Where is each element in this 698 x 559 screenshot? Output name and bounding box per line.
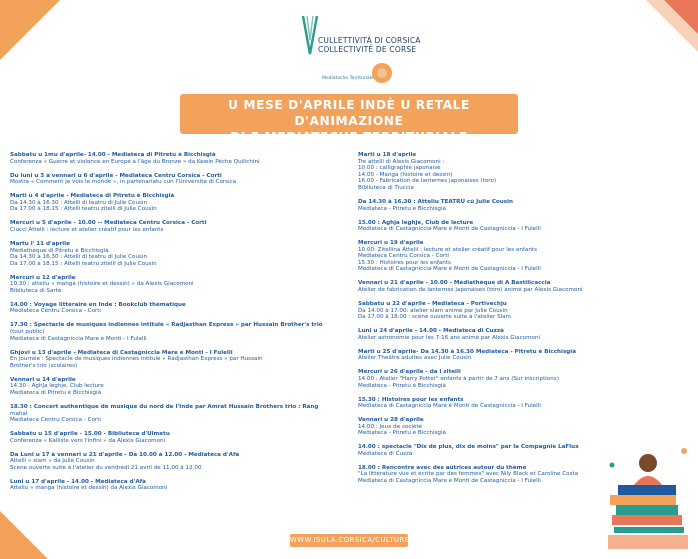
event-line: Mediateca di Castagniccia Mare è Monti de Castagniccia - I Fulelli [358, 266, 541, 273]
event-line: Mediateca Centru Corsica - Corti [358, 253, 449, 260]
corner-decoration-top-right [664, 0, 698, 34]
corner-decoration-top-left [0, 0, 60, 60]
event-line: mahal [10, 410, 28, 417]
event-heading: Mercuri u 5 d'aprile - 10.00 -- Mediateca Centru Corsica - Corti [10, 220, 207, 227]
event-line: Da 14.00 à 17.00: atelier slam animé par Julie Cousin [358, 307, 508, 314]
event-line: 10.00: Zitellina Attelli : lecture et atelier créatif pour les enfants [358, 246, 538, 253]
event-line: Mediateca - Pitretu è Bicchisgià [358, 382, 446, 389]
banner-title [180, 97, 518, 145]
event-line: Conferenza « Guerre et violence en Europe à l'âge du Bronze » da Kewin Pêche Quilichini [10, 158, 260, 165]
event-entry [10, 173, 345, 186]
event-line: Mediateca di Castagniccia Mare è Monti - I Fulelli [10, 335, 147, 342]
logo-line-corse: COLLECTIVITÉ DE CORSE [318, 45, 417, 54]
event-heading: Luni u 24 d'aprile - 14.00 - Mediateca di Cuzzà [358, 328, 504, 335]
event-entry [10, 241, 345, 267]
event-entry [10, 193, 345, 213]
event-heading: Da Luni u 17 à vennari u 21 d'aprile - Da 10.00 à 12.00 - Mediateca d'Afà [10, 451, 240, 458]
event-heading: Vennari u 21 d'aprile - 10.00 - Médiathèque di A Bastilicaccia [358, 280, 551, 287]
event-line: Atteliu « manga (histoire et dessin) da Alexis Giacomoni [10, 485, 168, 492]
logo-subtitle: Mediateche Territuriale [322, 76, 374, 81]
reading-illustration [604, 437, 694, 555]
event-line: 14.00 : Jeux de société [358, 423, 422, 430]
event-line: Mediateca - Pitretu è Bicchisgià [358, 430, 446, 437]
event-heading: Mercuri u 26 d'aprile - da i zitelli [358, 369, 461, 376]
event-heading: Ghjovi u 13 d'aprile - Mediateca di Castagniccia Mare è Monti - I Fulelli [10, 349, 233, 356]
event-line: 14.00 - Manga (histoire et dessin) [358, 171, 453, 178]
event-entry [10, 431, 345, 444]
event-line: Mediateca Centru Corsica - Corti [10, 308, 101, 315]
event-line: Mediateca - Pitretu è Bicchisgià [358, 205, 446, 212]
event-entry [10, 479, 345, 492]
collectivite-logo [300, 14, 440, 84]
event-heading: Luni u 17 d'aprile - 14.00 - Mediateca d'Afà [10, 478, 146, 485]
event-entry [358, 240, 688, 273]
event-entry [10, 220, 345, 233]
event-line: Da 17.00 à 18.00 : scène ouverte suite à l'atelier Slam [358, 314, 511, 321]
event-entry [358, 349, 688, 362]
event-line: Mediateca di Pitretu è Bicchisgià [10, 389, 102, 396]
event-line: 14.30 - Aghja leghje, Club lecture [10, 383, 104, 390]
event-entry [358, 397, 688, 410]
event-heading: Vennari u 14 d'aprile [10, 376, 76, 383]
event-line: Mediateca Centru Corsica - Corti [10, 417, 101, 424]
event-heading: Mercuri u 12 d'aprile [10, 274, 76, 281]
event-heading: Sabbatu u 1mu d'aprile- 14.00 - Mediateca di Pitretu è Bicchisgià [10, 152, 216, 158]
event-line: Conferenza « Kalliste vers l'infini » da Alexis Giacomoni [10, 437, 166, 444]
event-entry [358, 280, 688, 293]
event-line: Attelli « slam » da Julie Cousin [10, 458, 95, 465]
event-line: Bibliuteca di Tiuccia [358, 184, 414, 191]
event-entry [10, 377, 345, 397]
event-line: Da 14.30 à 16.30 : Attelli di teatru di Julie Cousin [10, 254, 148, 261]
event-heading: Marti u 18 d'aprile [358, 152, 417, 158]
event-line: Brother's trio (scolaires) [10, 362, 78, 369]
title-banner [180, 94, 518, 144]
event-heading: 14.00 : Voyage littéraire en Inde : Bookclub thématique [10, 301, 186, 308]
event-entry [358, 220, 688, 233]
event-line: Mediateca di Cuzzà [358, 450, 413, 457]
event-line: 16.00 - Fabrication de lanternes japonaises (toro) [358, 178, 497, 185]
event-heading: Martu l' 11 d'aprile [10, 240, 70, 247]
event-entry [10, 452, 345, 472]
event-line: (tout public) [10, 329, 45, 336]
event-heading: Marti u 4 d'aprile - Mediateca di Pitretu è Bicchisgià [10, 193, 175, 200]
corner-decoration-bottom-left [0, 511, 48, 559]
banner-title-line-2: DI E MEDIATECHE TERRITURIALE [230, 130, 468, 144]
event-heading: 15.00 : Aghja leghje, Club de lecture [358, 219, 474, 226]
event-line: 14.00 : Atelier "Harry Potter" enfants à partir de 7 ans (Sur inscriptions) [358, 375, 559, 382]
v-logo-icon [300, 14, 320, 58]
event-line: Mediateca di Castagniccia Mare è Monti de Castagniccia - I Fulelli [358, 403, 541, 410]
event-entry [358, 328, 688, 341]
event-entry [10, 275, 345, 295]
event-heading: Du luni u 3 à vennari u 6 d'aprile - Mediateca Centru Corsica - Corti [10, 172, 222, 179]
event-line: Scène ouverte suite à l'atelier du vendredi 21 avril de 11.00 à 12.00 [10, 464, 202, 471]
event-heading: 18.00 : Rencontre avec des autrices autour du thème [358, 464, 527, 471]
event-line: Da 17.00 à 18.15 : Attelli teatru zitelli di Julie Cousin [10, 260, 157, 267]
event-heading: 14.00 : spectacle "Dix de plus, dix de moins" par la Compagnie LaFlux [358, 444, 579, 451]
schedule-column-left [10, 152, 345, 499]
event-heading: 15.30 : Histoires pour les enfants [358, 396, 464, 403]
logo-line-corsica: CULLETTIVITÀ DI CORSICA [318, 36, 421, 45]
event-entry [358, 152, 688, 192]
event-line: Atelier Théâtre adultes avec Julie Cousin [358, 355, 472, 362]
event-heading: Marti u 25 d'aprile- Da 14.30 à 16.30 Mediateca - Pitretu è Bicchisgià [358, 348, 576, 355]
event-heading: Sabbatu u 15 d'aprile - 15.00 - Bibliuteca d'Ulmetu [10, 431, 170, 438]
event-line: Mostra « Comment je vois le monde », in partenariatu cun l'Università di Corsica [10, 179, 237, 186]
event-line: Atelier de fabrication de lanternes japonaises (toro) animé par Alexis Giacomoni [358, 287, 583, 294]
event-line: En journée : Spectacle de musiques indiennes intitulé « Radjasthan Express » par Hussain [10, 356, 263, 363]
event-line: Ciucci Attelli : lecture et atelier créatif pour les enfants [10, 226, 164, 233]
event-entry [10, 404, 345, 424]
event-entry [10, 322, 345, 342]
event-heading: Sabbatu u 22 d'aprile - Mediateca - Portivechju [358, 301, 507, 308]
event-entry [10, 302, 345, 315]
event-heading: 17.30 : Spectacle de musiques indiennes intitulé « Radjasthan Express » par Hussain Brother's trio [10, 322, 323, 329]
event-line: Da 17.00 à 18.15 : Attelli teatru zitelli di Julie Cousin [10, 206, 157, 213]
event-heading: 18.30 : Concert authentique de musique du nord de l'Inde par Amrat Hussain Brothers trio : Rang [10, 403, 319, 410]
event-line: Atelier astronomie pour les 7-16 ans animé par Alexis Giacomoni [358, 334, 541, 341]
event-entry [358, 369, 688, 389]
event-line: 15.30 : Histoires pour les enfants [358, 259, 451, 266]
event-entry [358, 301, 688, 321]
event-line: 10.00 : calligraphie japonaise [358, 165, 441, 172]
event-heading: Da 14.30 à 16.30 : Atteliu TEATRU cù Julie Cousin [358, 198, 513, 205]
event-line: Tre attelli di Alexis Giacomoni : [358, 158, 445, 165]
event-line: 10.30 : atteliu « manga (histoire et dessin) » da Alexis Giacomoni [10, 281, 194, 288]
website-link[interactable]: WWW.ISULA.CORSICA/CULTURE/ [290, 534, 408, 547]
event-line: "La littérature vue et écrite par des femmes" avec Nily Black et Caroline Costa [358, 471, 579, 478]
event-entry [358, 417, 688, 437]
event-heading: Mercuri u 19 d'aprile [358, 240, 424, 247]
event-entry [10, 152, 345, 165]
event-heading: Vennari u 28 d'aprile [358, 417, 424, 424]
event-line: Bibliuteca di Sartè [10, 287, 62, 294]
banner-title-line-1: U MESE D'APRILE INDÈ U RETALE D'ANIMAZIONE [228, 98, 470, 128]
event-entry [358, 199, 688, 212]
event-line: Médiathèque di Pitretu è Bicchisgià [10, 247, 109, 254]
event-line: Mediateca di Castagniccia Mare è Monti de Castagniccia - I Fulelli [358, 226, 541, 233]
event-line: Mediateca di Castagniccia Mare è Monti de Castagniccia - I Fulelli [358, 478, 541, 485]
event-entry [10, 350, 345, 370]
event-line: Da 14.30 à 16.30 : Attelli di teatru di Julie Cousin [10, 199, 148, 206]
